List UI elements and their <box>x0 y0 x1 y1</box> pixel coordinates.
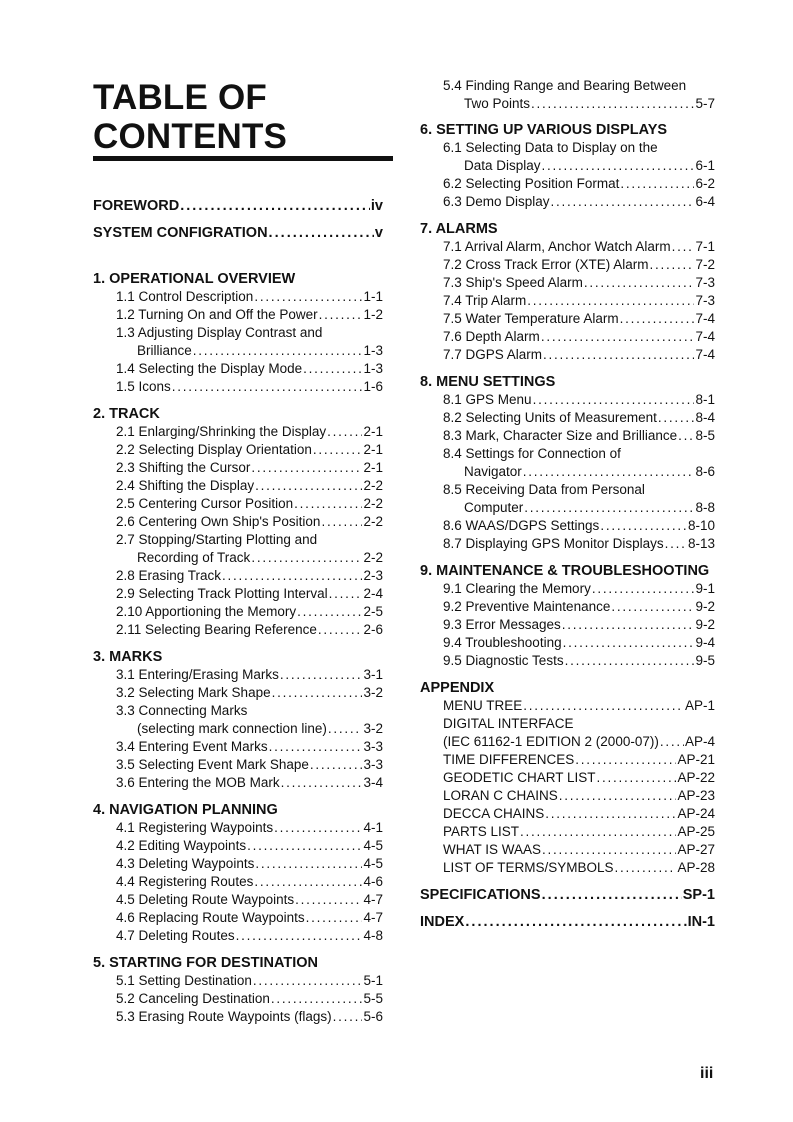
toc-entry[interactable]: 8.1 GPS Menu . . . 8-1 <box>420 391 715 409</box>
toc-entry[interactable]: 7.7 DGPS Alarm . . . 7-4 <box>420 346 715 364</box>
page-number: iii <box>700 1065 714 1082</box>
toc-entry[interactable]: 4.7 Deleting Routes . . . 4-8 <box>93 927 383 945</box>
toc-entry[interactable]: 7.1 Arrival Alarm, Anchor Watch Alarm . . . 7-1 <box>420 238 715 256</box>
toc-entry[interactable]: 2.2 Selecting Display Orientation . . . 2-1 <box>93 441 383 459</box>
toc-entry[interactable]: 1.1 Control Description . . . 1-1 <box>93 288 383 306</box>
toc-entry[interactable]: 6.2 Selecting Position Format . . . 6-2 <box>420 175 715 193</box>
toc-entry[interactable]: 9.1 Clearing the Memory . . . 9-1 <box>420 580 715 598</box>
toc-entry[interactable]: 8.4 Settings for Connection of <box>443 446 621 461</box>
toc-entry[interactable]: Brilliance . . . 1-3 <box>93 342 383 360</box>
toc-entry[interactable]: GEODETIC CHART LIST . . . AP-22 <box>420 769 715 787</box>
toc-foreword[interactable]: FOREWORD . . . iv <box>93 197 383 215</box>
toc-entry[interactable]: 8.3 Mark, Character Size and Brilliance . . . 8-5 <box>420 427 715 445</box>
toc-entry[interactable]: 3.1 Entering/Erasing Marks . . . 3-1 <box>93 666 383 684</box>
section-heading-6[interactable]: 6. SETTING UP VARIOUS DISPLAYS <box>420 122 668 138</box>
toc-entry[interactable]: 4.1 Registering Waypoints . . . 4-1 <box>93 819 383 837</box>
toc-entry[interactable]: 2.10 Apportioning the Memory . . . 2-5 <box>93 603 383 621</box>
section-heading-5[interactable]: 5. STARTING FOR DESTINATION <box>93 955 319 971</box>
section-heading-2[interactable]: 2. TRACK <box>93 406 160 422</box>
toc-entry[interactable]: 4.2 Editing Waypoints . . . 4-5 <box>93 837 383 855</box>
toc-entry[interactable]: 1.2 Turning On and Off the Power . . . 1-2 <box>93 306 383 324</box>
toc-entry[interactable]: 3.6 Entering the MOB Mark . . . 3-4 <box>93 774 383 792</box>
toc-entry[interactable]: 9.2 Preventive Maintenance . . . 9-2 <box>420 598 715 616</box>
toc-entry[interactable]: Recording of Track . . . 2-2 <box>93 549 383 567</box>
toc-entry[interactable]: 5.4 Finding Range and Bearing Between <box>443 78 687 93</box>
toc-entry[interactable]: LORAN C CHAINS . . . AP-23 <box>420 787 715 805</box>
toc-entry[interactable]: 4.5 Deleting Route Waypoints . . . 4-7 <box>93 891 383 909</box>
title-rule <box>93 156 393 161</box>
section-heading-appendix[interactable]: APPENDIX <box>420 680 495 696</box>
toc-entry[interactable]: 8.7 Displaying GPS Monitor Displays . . . 8-13 <box>420 535 715 553</box>
page-title <box>93 78 287 156</box>
toc-entry[interactable]: 9.3 Error Messages . . . 9-2 <box>420 616 715 634</box>
section-heading-8[interactable]: 8. MENU SETTINGS <box>420 374 556 390</box>
toc-entry[interactable]: 1.3 Adjusting Display Contrast and <box>116 325 323 340</box>
toc-entry[interactable]: 9.5 Diagnostic Tests . . . 9-5 <box>420 652 715 670</box>
toc-entry[interactable]: 5.3 Erasing Route Waypoints (flags) . . . 5-6 <box>93 1008 383 1026</box>
toc-entry[interactable]: 7.3 Ship's Speed Alarm . . . 7-3 <box>420 274 715 292</box>
toc-entry[interactable]: (IEC 61162-1 EDITION 2 (2000-07)) . . . AP-4 <box>420 733 715 751</box>
toc-right-column <box>420 77 715 931</box>
toc-entry[interactable]: WHAT IS WAAS . . . AP-27 <box>420 841 715 859</box>
toc-entry[interactable]: 8.5 Receiving Data from Personal <box>443 482 645 497</box>
toc-entry[interactable]: 6.3 Demo Display . . . 6-4 <box>420 193 715 211</box>
toc-entry[interactable]: 7.4 Trip Alarm . . . 7-3 <box>420 292 715 310</box>
toc-entry[interactable]: 2.11 Selecting Bearing Reference . . . 2-6 <box>93 621 383 639</box>
toc-left-column <box>93 197 383 1026</box>
toc-entry[interactable]: 9.4 Troubleshooting . . . 9-4 <box>420 634 715 652</box>
toc-entry[interactable]: 4.4 Registering Routes . . . 4-6 <box>93 873 383 891</box>
toc-specifications[interactable]: SPECIFICATIONS . . . SP-1 <box>420 886 715 904</box>
toc-entry[interactable]: PARTS LIST . . . AP-25 <box>420 823 715 841</box>
toc-entry[interactable]: 5.2 Canceling Destination . . . 5-5 <box>93 990 383 1008</box>
section-heading-1[interactable]: 1. OPERATIONAL OVERVIEW <box>93 271 296 287</box>
toc-entry[interactable]: Data Display . . . 6-1 <box>420 157 715 175</box>
toc-entry[interactable]: 7.5 Water Temperature Alarm . . . 7-4 <box>420 310 715 328</box>
section-heading-9[interactable]: 9. MAINTENANCE & TROUBLESHOOTING <box>420 563 710 579</box>
toc-entry[interactable]: 4.6 Replacing Route Waypoints . . . 4-7 <box>93 909 383 927</box>
toc-entry[interactable]: 2.5 Centering Cursor Position . . . 2-2 <box>93 495 383 513</box>
toc-entry[interactable]: 3.4 Entering Event Marks . . . 3-3 <box>93 738 383 756</box>
toc-entry[interactable]: 2.1 Enlarging/Shrinking the Display . . . 2-1 <box>93 423 383 441</box>
toc-entry[interactable]: Computer . . . 8-8 <box>420 499 715 517</box>
section-heading-3[interactable]: 3. MARKS <box>93 649 163 665</box>
toc-entry[interactable]: 2.3 Shifting the Cursor . . . 2-1 <box>93 459 383 477</box>
toc-system-configuration[interactable]: SYSTEM CONFIGRATION . . . v <box>93 224 383 242</box>
toc-entry[interactable]: 7.6 Depth Alarm . . . 7-4 <box>420 328 715 346</box>
toc-entry[interactable]: DIGITAL INTERFACE <box>443 716 574 731</box>
toc-entry[interactable]: (selecting mark connection line) . . . 3-2 <box>93 720 383 738</box>
toc-entry[interactable]: 2.4 Shifting the Display . . . 2-2 <box>93 477 383 495</box>
toc-entry[interactable]: LIST OF TERMS/SYMBOLS . . . AP-28 <box>420 859 715 877</box>
toc-index[interactable]: INDEX . . . IN-1 <box>420 913 715 931</box>
toc-entry[interactable]: 5.1 Setting Destination . . . 5-1 <box>93 972 383 990</box>
toc-entry[interactable]: 2.7 Stopping/Starting Plotting and <box>116 532 318 547</box>
title-line-1: TABLE OF <box>93 78 267 117</box>
section-heading-7[interactable]: 7. ALARMS <box>420 221 498 237</box>
toc-entry[interactable]: 3.5 Selecting Event Mark Shape . . . 3-3 <box>93 756 383 774</box>
toc-entry[interactable]: 7.2 Cross Track Error (XTE) Alarm . . . 7-2 <box>420 256 715 274</box>
toc-entry[interactable]: 2.9 Selecting Track Plotting Interval . . . 2-4 <box>93 585 383 603</box>
title-line-2: CONTENTS <box>93 117 288 156</box>
toc-entry[interactable]: 3.2 Selecting Mark Shape . . . 3-2 <box>93 684 383 702</box>
toc-entry[interactable]: 2.8 Erasing Track . . . 2-3 <box>93 567 383 585</box>
section-heading-4[interactable]: 4. NAVIGATION PLANNING <box>93 802 278 818</box>
toc-entry[interactable]: 1.4 Selecting the Display Mode . . . 1-3 <box>93 360 383 378</box>
toc-entry[interactable]: 2.6 Centering Own Ship's Position . . . 2-2 <box>93 513 383 531</box>
toc-entry[interactable]: 6.1 Selecting Data to Display on the <box>443 140 658 155</box>
toc-entry[interactable]: MENU TREE . . . AP-1 <box>420 697 715 715</box>
toc-entry[interactable]: Navigator . . . 8-6 <box>420 463 715 481</box>
toc-entry[interactable]: 4.3 Deleting Waypoints . . . 4-5 <box>93 855 383 873</box>
toc-entry[interactable]: 8.6 WAAS/DGPS Settings . . . 8-10 <box>420 517 715 535</box>
toc-entry[interactable]: TIME DIFFERENCES . . . AP-21 <box>420 751 715 769</box>
toc-entry[interactable]: 8.2 Selecting Units of Measurement . . . 8-4 <box>420 409 715 427</box>
toc-entry[interactable]: DECCA CHAINS . . . AP-24 <box>420 805 715 823</box>
toc-entry[interactable]: Two Points . . . 5-7 <box>420 95 715 113</box>
toc-entry[interactable]: 1.5 Icons . . . 1-6 <box>93 378 383 396</box>
toc-entry[interactable]: 3.3 Connecting Marks <box>116 703 248 718</box>
